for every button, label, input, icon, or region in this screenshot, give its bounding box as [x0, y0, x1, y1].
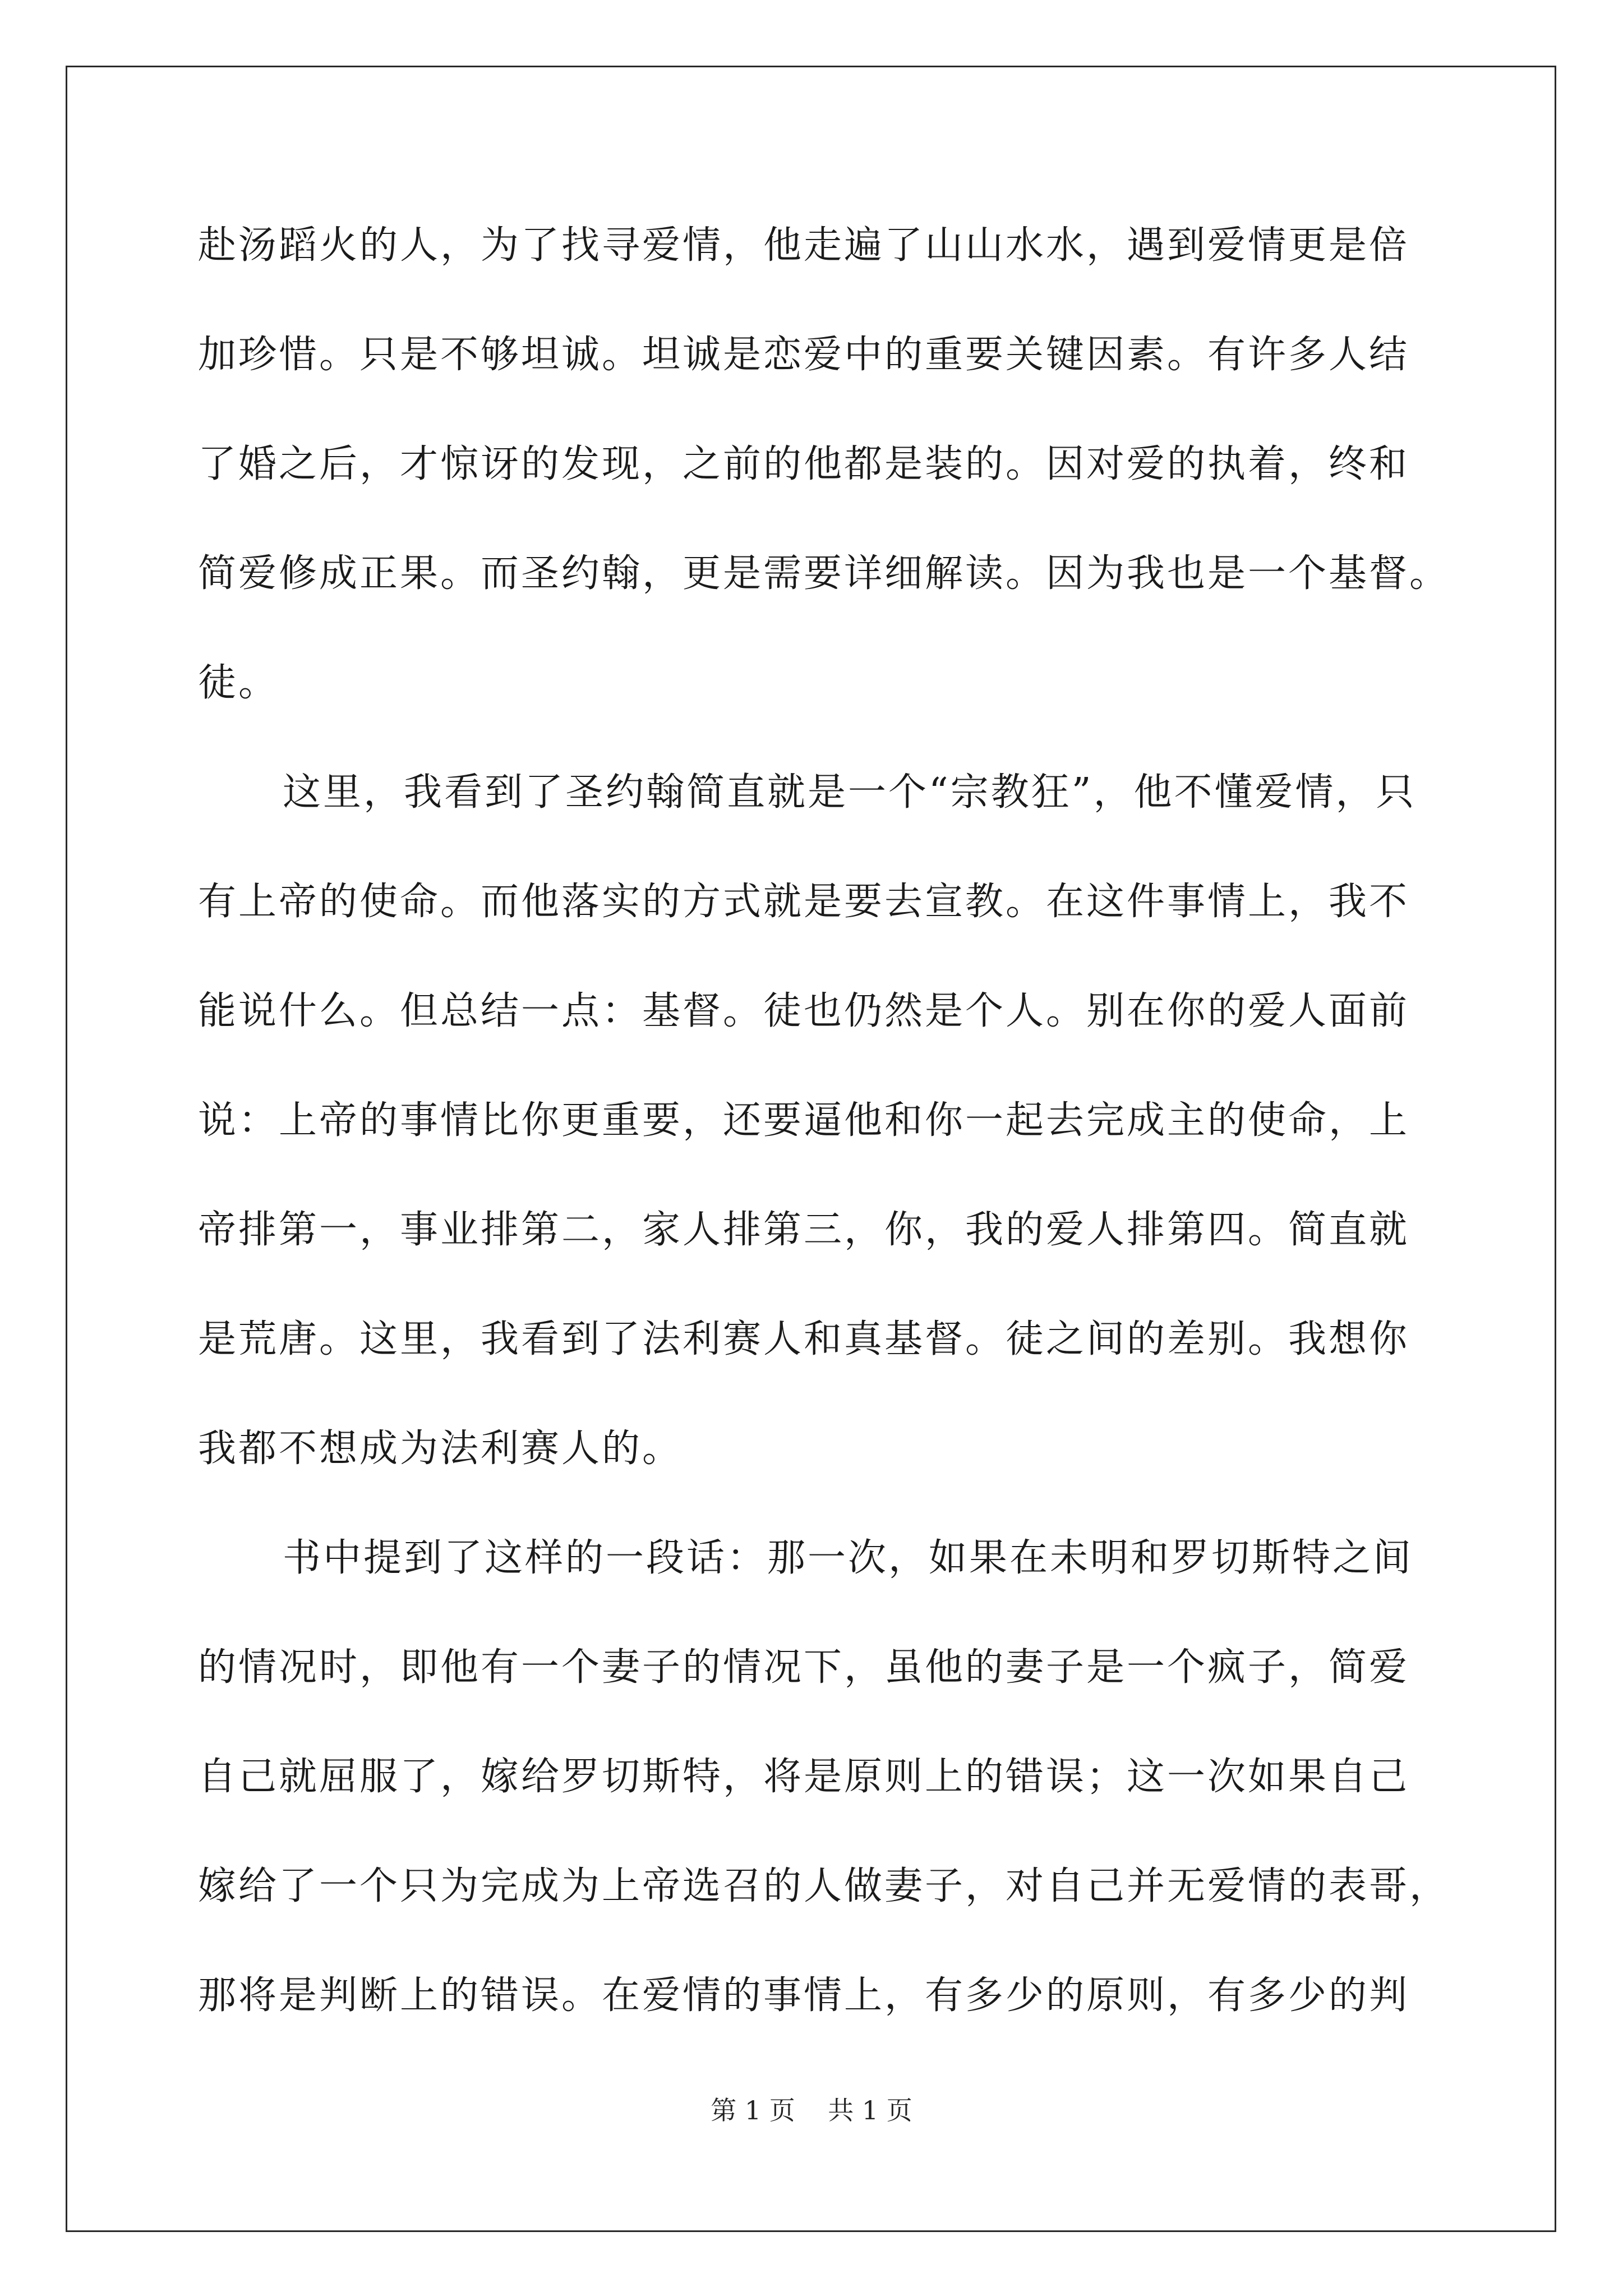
text-line: 徒。 — [198, 661, 279, 705]
paragraph-first-line: 书中提到了这样的一段话：那一次，如果在未明和罗切斯特之间 — [283, 1536, 1414, 1580]
text-line: 是荒唐。这里，我看到了法利赛人和真基督。徒之间的差别。我想你 — [198, 1317, 1410, 1361]
text-line: 那将是判断上的错误。在爱情的事情上，有多少的原则，有多少的判 — [198, 1973, 1410, 2018]
text-line: 简爱修成正果。而圣约翰，更是需要详细解读。因为我也是一个基督。 — [198, 551, 1450, 596]
text-line: 加珍惜。只是不够坦诚。坦诚是恋爱中的重要关键因素。有许多人结 — [198, 333, 1410, 377]
page-number-footer: 第 1 页 共 1 页 — [711, 2095, 912, 2125]
text-line: 能说什么。但总结一点：基督。徒也仍然是个人。别在你的爱人面前 — [198, 989, 1410, 1033]
text-line: 赴汤蹈火的人，为了找寻爱情，他走遍了山山水水，遇到爱情更是倍 — [198, 223, 1410, 268]
paragraph-first-line: 这里，我看到了圣约翰简直就是一个“宗教狂”，他不懂爱情，只 — [283, 770, 1417, 815]
text-line: 有上帝的使命。而他落实的方式就是要去宣教。在这件事情上，我不 — [198, 880, 1410, 924]
text-line: 我都不想成为法利赛人的。 — [198, 1427, 683, 1471]
text-line: 自己就屈服了，嫁给罗切斯特，将是原则上的错误；这一次如果自己 — [198, 1755, 1410, 1799]
text-line: 了婚之后，才惊讶的发现，之前的他都是装的。因对爱的执着，终和 — [198, 442, 1410, 486]
text-line: 嫁给了一个只为完成为上帝选召的人做妻子，对自己并无爱情的表哥， — [198, 1864, 1450, 1908]
text-line: 说：上帝的事情比你更重要，还要逼他和你一起去完成主的使命，上 — [198, 1098, 1410, 1143]
text-line: 的情况时，即他有一个妻子的情况下，虽他的妻子是一个疯子，简爱 — [198, 1645, 1410, 1690]
text-line: 帝排第一，事业排第二，家人排第三，你，我的爱人排第四。简直就 — [198, 1208, 1410, 1252]
